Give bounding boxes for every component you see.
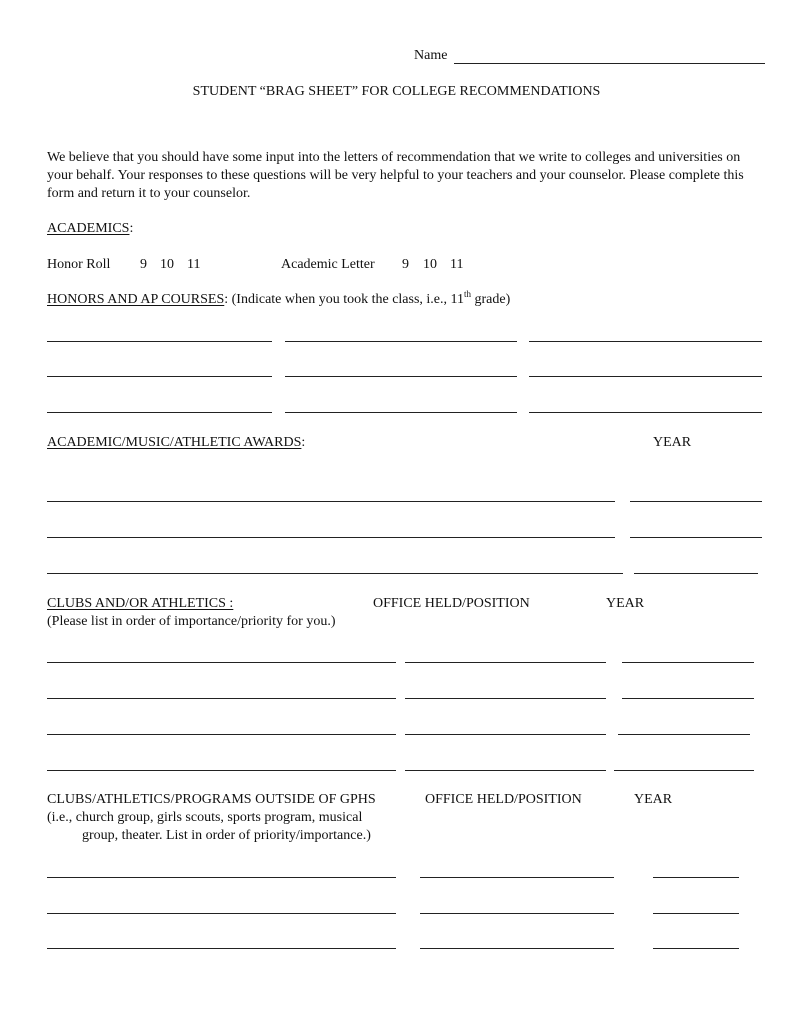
club-office-line[interactable] (405, 770, 606, 771)
honor-roll-grade-10[interactable]: 10 (160, 257, 174, 272)
clubs-heading: CLUBS AND/OR ATHLETICS : (47, 596, 234, 611)
honors-line[interactable] (47, 376, 272, 377)
honors-ap-heading: HONORS AND AP COURSES: (Indicate when you took the class, i.e., 11th grade) (47, 289, 511, 307)
club-office-line[interactable] (405, 734, 606, 735)
honors-line[interactable] (47, 341, 272, 342)
outside-year-label: YEAR (634, 792, 673, 807)
award-year-line[interactable] (634, 573, 758, 574)
honors-line[interactable] (285, 412, 517, 413)
academics-heading: ACADEMICS: (47, 221, 134, 236)
outside-line[interactable] (47, 877, 396, 878)
awards-heading: ACADEMIC/MUSIC/ATHLETIC AWARDS: (47, 435, 306, 450)
honor-roll-grade-9[interactable]: 9 (140, 257, 147, 272)
outside-note-2: group, theater. List in order of priority/importance.) (82, 828, 371, 843)
name-field[interactable] (454, 63, 765, 64)
club-line[interactable] (47, 662, 396, 663)
outside-office-line[interactable] (420, 877, 614, 878)
honor-roll-grade-11[interactable]: 11 (187, 257, 201, 272)
honors-line[interactable] (529, 341, 762, 342)
name-label: Name (414, 48, 448, 63)
outside-office-line[interactable] (420, 948, 614, 949)
outside-year-line[interactable] (653, 913, 739, 914)
award-line[interactable] (47, 537, 615, 538)
club-line[interactable] (47, 770, 396, 771)
outside-year-line[interactable] (653, 948, 739, 949)
intro-paragraph: We believe that you should have some input into the letters of recommendation that we write to colleges and universities on your behalf. Your responses to these questions will be very helpful to your teachers and your counselor. Please complete this form and return it to your counselor. (47, 150, 744, 201)
page-title: STUDENT “BRAG SHEET” FOR COLLEGE RECOMMENDATIONS (192, 84, 601, 99)
honors-line[interactable] (285, 376, 517, 377)
award-year-line[interactable] (630, 537, 762, 538)
clubs-note: (Please list in order of importance/priority for you.) (47, 614, 336, 629)
club-year-line[interactable] (622, 698, 754, 699)
club-office-line[interactable] (405, 662, 606, 663)
awards-year-label: YEAR (653, 435, 692, 450)
award-line[interactable] (47, 501, 615, 502)
award-line[interactable] (47, 573, 623, 574)
honors-line[interactable] (529, 376, 762, 377)
club-year-line[interactable] (618, 734, 750, 735)
clubs-office-label: OFFICE HELD/POSITION (373, 596, 530, 611)
academic-letter-grade-9[interactable]: 9 (402, 257, 409, 272)
clubs-year-label: YEAR (606, 596, 645, 611)
honors-line[interactable] (47, 412, 272, 413)
academic-letter-grade-10[interactable]: 10 (423, 257, 437, 272)
club-year-line[interactable] (614, 770, 754, 771)
academic-letter-grade-11[interactable]: 11 (450, 257, 464, 272)
outside-office-line[interactable] (420, 913, 614, 914)
outside-office-label: OFFICE HELD/POSITION (425, 792, 582, 807)
honor-roll-label: Honor Roll (47, 257, 111, 272)
club-line[interactable] (47, 698, 396, 699)
honors-line[interactable] (285, 341, 517, 342)
club-line[interactable] (47, 734, 396, 735)
outside-line[interactable] (47, 948, 396, 949)
club-year-line[interactable] (622, 662, 754, 663)
outside-heading: CLUBS/ATHLETICS/PROGRAMS OUTSIDE OF GPHS (47, 792, 376, 807)
outside-note-1: (i.e., church group, girls scouts, sports program, musical (47, 810, 363, 825)
honors-line[interactable] (529, 412, 762, 413)
club-office-line[interactable] (405, 698, 606, 699)
award-year-line[interactable] (630, 501, 762, 502)
outside-year-line[interactable] (653, 877, 739, 878)
outside-line[interactable] (47, 913, 396, 914)
academic-letter-label: Academic Letter (281, 257, 375, 272)
